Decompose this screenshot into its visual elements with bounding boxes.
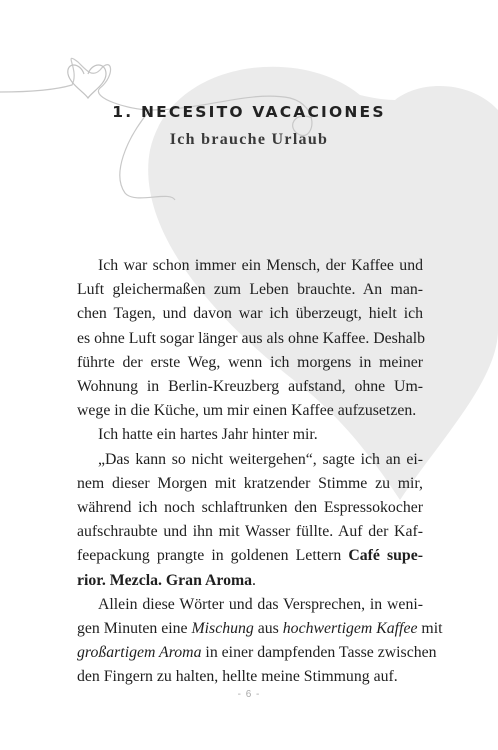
text-line [77,569,423,593]
italic-run: Mischung [191,620,254,638]
text-line: „Das kann so nicht weitergehen“, sagte ich an ei- [98,450,423,468]
chapter-subtitle: Ich brauche Urlaub [169,131,329,148]
bold-run: rior. Mezcla. Gran Aroma [77,571,253,589]
text-run: aus [253,620,283,638]
text-line: nem dieser Morgen mit kratzender Stimme zu mir, [77,474,423,492]
page-number: - 6 - [237,689,261,700]
text-line: den Fingern zu halten, hellte meine Stimmung auf. [77,668,398,686]
text-run: . [252,571,256,589]
text-line [77,544,423,568]
text-line: wege in die Küche, um mir einen Kaffee aufzusetzen. [77,402,417,420]
text-line: Luft gleichermaßen zum Leben brauchte. An man- [77,281,423,299]
body-text [77,254,443,690]
text-run: in einer dampfenden Tasse zwischen [201,644,437,662]
text-line: chen Tagen, und davon war ich überzeugt, hielt ich [77,305,423,323]
text-line: es ohne Luft sogar länger aus als ohne Kaffee. Deshalb [77,329,425,347]
text-line: Allein diese Wörter und das Versprechen, in weni- [98,595,423,613]
italic-run: großartigem Aroma [77,644,202,662]
text-line: Wohnung in Berlin-Kreuzberg aufstand, ohne Um- [77,378,423,396]
text-line: aufschraubte und ihn mit Wasser füllte. Auf der Kaf- [77,523,423,541]
text-line [77,641,437,665]
text-line [77,617,443,641]
text-line: Ich hatte ein hartes Jahr hinter mir. [98,426,318,444]
chapter-title: 1. NECESITO VACACIONES [112,103,386,121]
bold-run: Café supe- [348,547,423,565]
text-run: gen Minuten eine [77,620,192,638]
text-line: Ich war schon immer ein Mensch, der Kaffee und [98,257,423,274]
italic-run: hochwertigem Kaffee [282,620,418,638]
text-line: während ich noch schlaftrunken den Espressokocher [77,499,423,517]
text-run: feepackung prangte in goldenen Lettern [77,547,349,565]
text-run: mit [417,620,443,638]
text-line: führte der erste Weg, wenn ich morgens in meiner [77,353,423,371]
